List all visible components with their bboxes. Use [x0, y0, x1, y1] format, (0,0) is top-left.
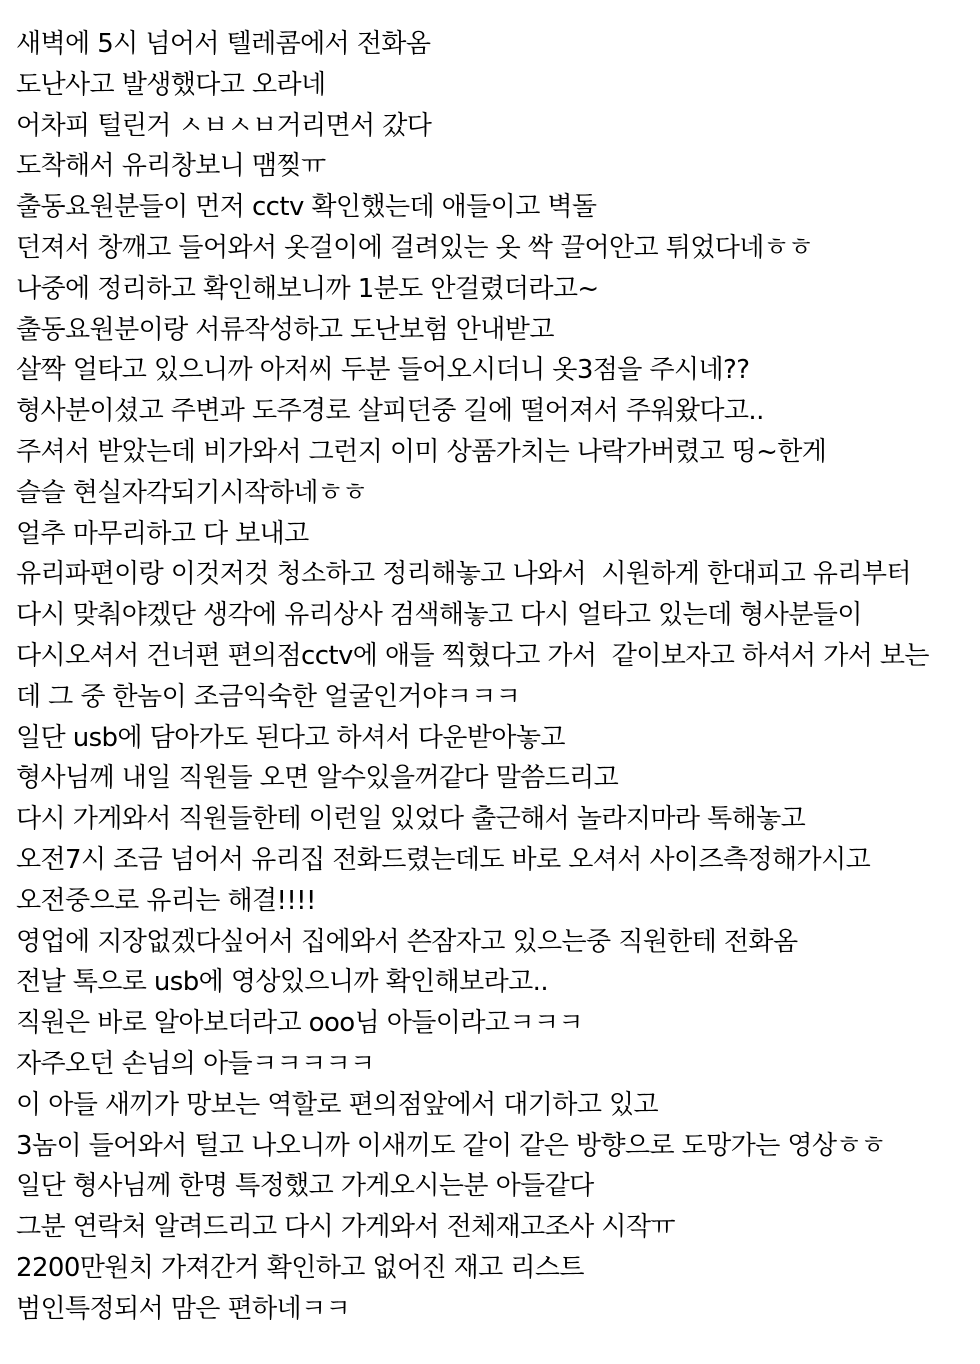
text-line: 전날 톡으로 usb에 영상있으니까 확인해보라고..: [16, 967, 549, 998]
post-body: [16, 24, 966, 1330]
text-line: 나중에 정리하고 확인해보니까 1분도 안걸렸더라고~: [16, 273, 599, 304]
text-line: 형사분이셨고 주변과 도주경로 살피던중 길에 떨어져서 주워왔다고..: [16, 396, 764, 427]
text-line: 유리파편이랑 이것저것 청소하고 정리해놓고 나와서 시원하게 한대피고 유리부터: [16, 559, 911, 590]
text-line: 도착해서 유리창보니 맴찢ㅠ: [16, 151, 326, 182]
text-line: 형사님께 내일 직원들 오면 알수있을꺼같다 말씀드리고: [16, 763, 619, 794]
text-line: 직원은 바로 알아보더라고 ooo님 아들이라고ㅋㅋㅋ: [16, 1008, 583, 1039]
text-line: 일단 형사님께 한명 특정했고 가게오시는분 아들같다: [16, 1171, 594, 1202]
text-line: 어차피 털린거 ㅅㅂㅅㅂ거리면서 갔다: [16, 110, 432, 141]
text-line: 슬슬 현실자각되기시작하네ㅎㅎ: [16, 477, 367, 508]
text-line: 주셔서 받았는데 비가와서 그런지 이미 상품가치는 나락가버렸고 띵~한게: [16, 436, 827, 467]
text-line: 오전7시 조금 넘어서 유리집 전화드렸는데도 바로 오셔서 사이즈측정해가시고: [16, 844, 871, 875]
text-line: 자주오던 손님의 아들ㅋㅋㅋㅋㅋ: [16, 1048, 375, 1079]
text-line: 일단 usb에 담아가도 된다고 하셔서 다운받아놓고: [16, 722, 565, 753]
text-line: 출동요원분들이 먼저 cctv 확인했는데 애들이고 벽돌: [16, 192, 597, 223]
text-line: 다시오셔서 건너편 편의점cctv에 애들 찍혔다고 가서 같이보자고 하셔서 가서 보는: [16, 640, 929, 671]
text-line: 오전중으로 유리는 해결!!!!: [16, 885, 316, 916]
text-line: 범인특정되서 맘은 편하네ㅋㅋ: [16, 1293, 351, 1324]
text-line: 새벽에 5시 넘어서 텔레콤에서 전화옴: [16, 29, 431, 59]
text-line: 그분 연락처 알려드리고 다시 가게와서 전체재고조사 시작ㅠ: [16, 1212, 675, 1243]
text-line: 데 그 중 한놈이 조금익숙한 얼굴인거야ㅋㅋㅋ: [16, 681, 521, 712]
text-line: 출동요원분이랑 서류작성하고 도난보험 안내받고: [16, 314, 554, 345]
text-line: 다시 맞춰야겠단 생각에 유리상사 검색해놓고 다시 얼타고 있는데 형사분들이: [16, 600, 862, 631]
text-line: 살짝 얼타고 있으니까 아저씨 두분 들어오시더니 옷3점을 주시네??: [16, 355, 750, 386]
text-line: 다시 가게와서 직원들한테 이런일 있었다 출근해서 놀라지마라 톡해놓고: [16, 804, 806, 835]
text-line: 이 아들 새끼가 망보는 역할로 편의점앞에서 대기하고 있고: [16, 1089, 659, 1120]
text-line: 던져서 창깨고 들어와서 옷걸이에 걸려있는 옷 싹 끌어안고 튀었다네ㅎㅎ: [16, 232, 813, 263]
text-line: 영업에 지장없겠다싶어서 집에와서 쓴잠자고 있으는중 직원한테 전화옴: [16, 926, 798, 957]
text-line: 3놈이 들어와서 털고 나오니까 이새끼도 같이 같은 방향으로 도망가는 영상ㅎㅎ: [16, 1130, 886, 1161]
text-line: 2200만원치 가져간거 확인하고 없어진 재고 리스트: [16, 1252, 584, 1283]
text-line: 도난사고 발생했다고 오라네: [16, 69, 326, 100]
text-line: 얼추 마무리하고 다 보내고: [16, 518, 309, 549]
